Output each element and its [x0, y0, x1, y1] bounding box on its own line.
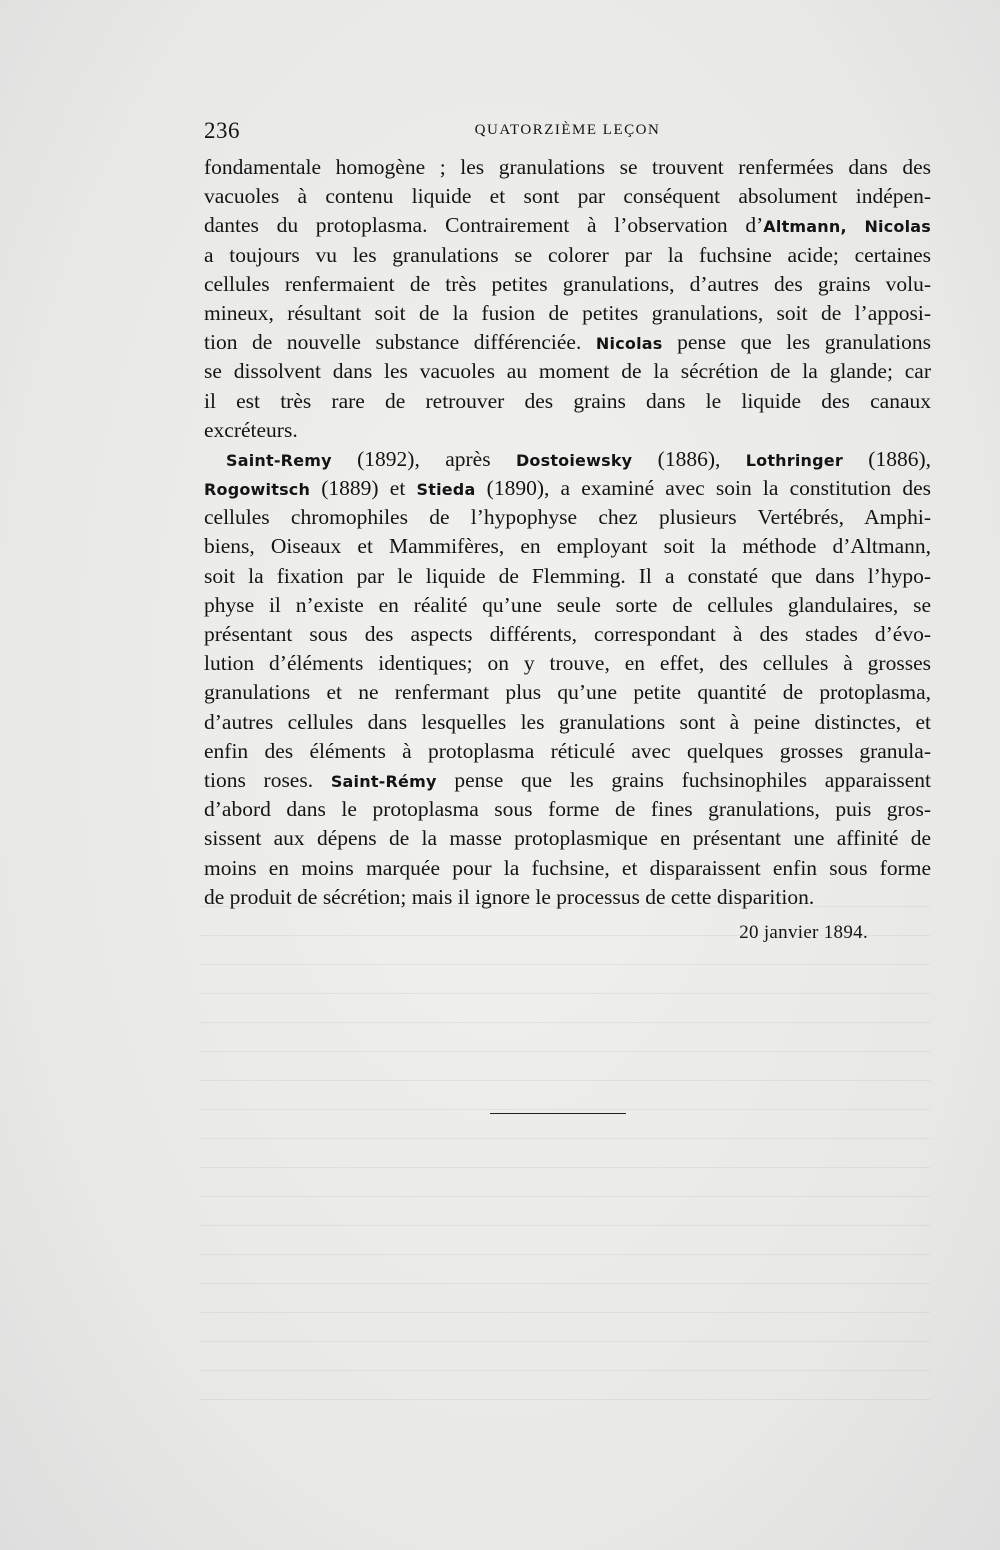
text-segment: enfin des éléments à protoplasma réticulé avec quelques grosses granula- — [204, 738, 931, 763]
text-line — [204, 766, 931, 795]
text-line — [204, 678, 931, 707]
text-segment: tion de nouvelle substance différenciée. — [204, 330, 596, 355]
text-line — [204, 211, 931, 240]
text-segment — [847, 213, 865, 237]
text-segment: (1892), après — [331, 446, 516, 471]
text-segment: pense que les granulations — [662, 330, 931, 355]
text-segment: cellules chromophiles de l’hypophyse chez plusieurs Vertébrés, Amphi- — [204, 505, 931, 530]
text-line — [204, 620, 931, 649]
text-line — [204, 532, 931, 561]
text-segment: mineux, résultant soit de la fusion de petites granulations, soit de l’apposi- — [204, 300, 931, 325]
text-segment: physe il n’existe en réalité qu’une seule sorte de cellules glandulaires, se — [204, 592, 931, 617]
chapter-title: QUATORZIÈME LEÇON — [474, 122, 661, 138]
text-line — [204, 824, 931, 853]
text-segment: moins en moins marquée pour la fuchsine, et disparaissent enfin sous forme — [204, 855, 931, 880]
text-line — [204, 416, 931, 445]
text-line — [204, 387, 931, 416]
body-text — [204, 153, 931, 912]
author-name: Nicolas — [864, 217, 931, 237]
author-name: Lothringer — [745, 450, 843, 470]
text-segment: (1886), — [842, 446, 931, 471]
text-line — [204, 153, 931, 182]
text-segment: granulations et ne renfermant plus qu’une petite quantité de protoplasma, — [204, 680, 931, 705]
author-name: Rogowitsch — [204, 480, 311, 500]
text-line — [204, 591, 931, 620]
text-segment: a toujours vu les granulations se colorer par la fuchsine acide; certaines — [204, 242, 931, 267]
text-segment: pense que les grains fuchsinophiles apparaissent — [436, 767, 931, 792]
text-line — [204, 649, 931, 678]
text-line — [204, 737, 931, 766]
text-line — [204, 357, 931, 386]
text-segment: lution d’éléments identiques; on y trouve, en effet, des cellules à grosses — [204, 651, 931, 676]
running-head — [204, 118, 931, 148]
text-line — [204, 562, 931, 591]
text-segment: vacuoles à contenu liquide et sont par conséquent absolument indépen- — [204, 184, 931, 209]
text-line — [204, 854, 931, 883]
text-line — [204, 795, 931, 824]
text-segment: fondamentale homogène ; les granulations se trouvent renfermées dans des — [204, 155, 931, 179]
text-line — [204, 445, 931, 474]
text-line — [204, 182, 931, 211]
page-number: 236 — [204, 118, 240, 143]
text-segment: (1890), a examiné avec soin la constitution des — [475, 476, 931, 501]
text-segment: biens, Oiseaux et Mammifères, en employant soit la méthode d’Altmann, — [204, 534, 931, 559]
date-line: 20 janvier 1894. — [739, 922, 868, 943]
text-segment: il est très rare de retrouver des grains dans le liquide des canaux — [204, 388, 931, 413]
author-name: Saint-Remy — [226, 450, 332, 470]
text-line — [204, 270, 931, 299]
text-line — [204, 883, 931, 912]
text-segment: dantes du protoplasma. Contrairement à l’observation d’ — [204, 213, 764, 238]
author-name: Dostoiewsky — [515, 450, 633, 470]
text-segment: de produit de sécrétion; mais il ignore le processus de cette disparition. — [204, 884, 815, 909]
text-segment: soit la fixation par le liquide de Flemming. Il a constaté que dans l’hypo- — [204, 563, 931, 588]
text-line — [204, 708, 931, 737]
author-name: Altmann, — [763, 217, 847, 237]
text-segment: (1889) et — [310, 476, 417, 501]
text-line — [204, 503, 931, 532]
text-line — [204, 474, 931, 503]
text-segment: (1886), — [632, 446, 746, 471]
text-segment: d’abord dans le protoplasma sous forme de fines granulations, puis gros- — [204, 797, 931, 822]
text-line — [204, 241, 931, 270]
author-name: Nicolas — [595, 334, 663, 354]
text-segment: excréteurs. — [204, 417, 298, 442]
section-end-rule — [490, 1113, 626, 1114]
author-name: Saint-Rémy — [330, 771, 437, 791]
text-segment: présentant sous des aspects différents, correspondant à des stades d’évo- — [204, 622, 931, 646]
text-segment: tions roses. — [204, 767, 331, 792]
text-segment: se dissolvent dans les vacuoles au moment de la sécrétion de la glande; car — [204, 359, 931, 384]
text-line — [204, 299, 931, 328]
text-segment: sissent aux dépens de la masse protoplasmique en présentant une affinité de — [204, 826, 931, 851]
text-line — [204, 328, 931, 357]
author-name: Stieda — [416, 480, 476, 500]
text-segment: cellules renfermaient de très petites granulations, d’autres des grains volu- — [204, 271, 931, 296]
text-segment: d’autres cellules dans lesquelles les granulations sont à peine distinctes, et — [204, 709, 931, 734]
show-through-texture — [200, 900, 930, 1400]
